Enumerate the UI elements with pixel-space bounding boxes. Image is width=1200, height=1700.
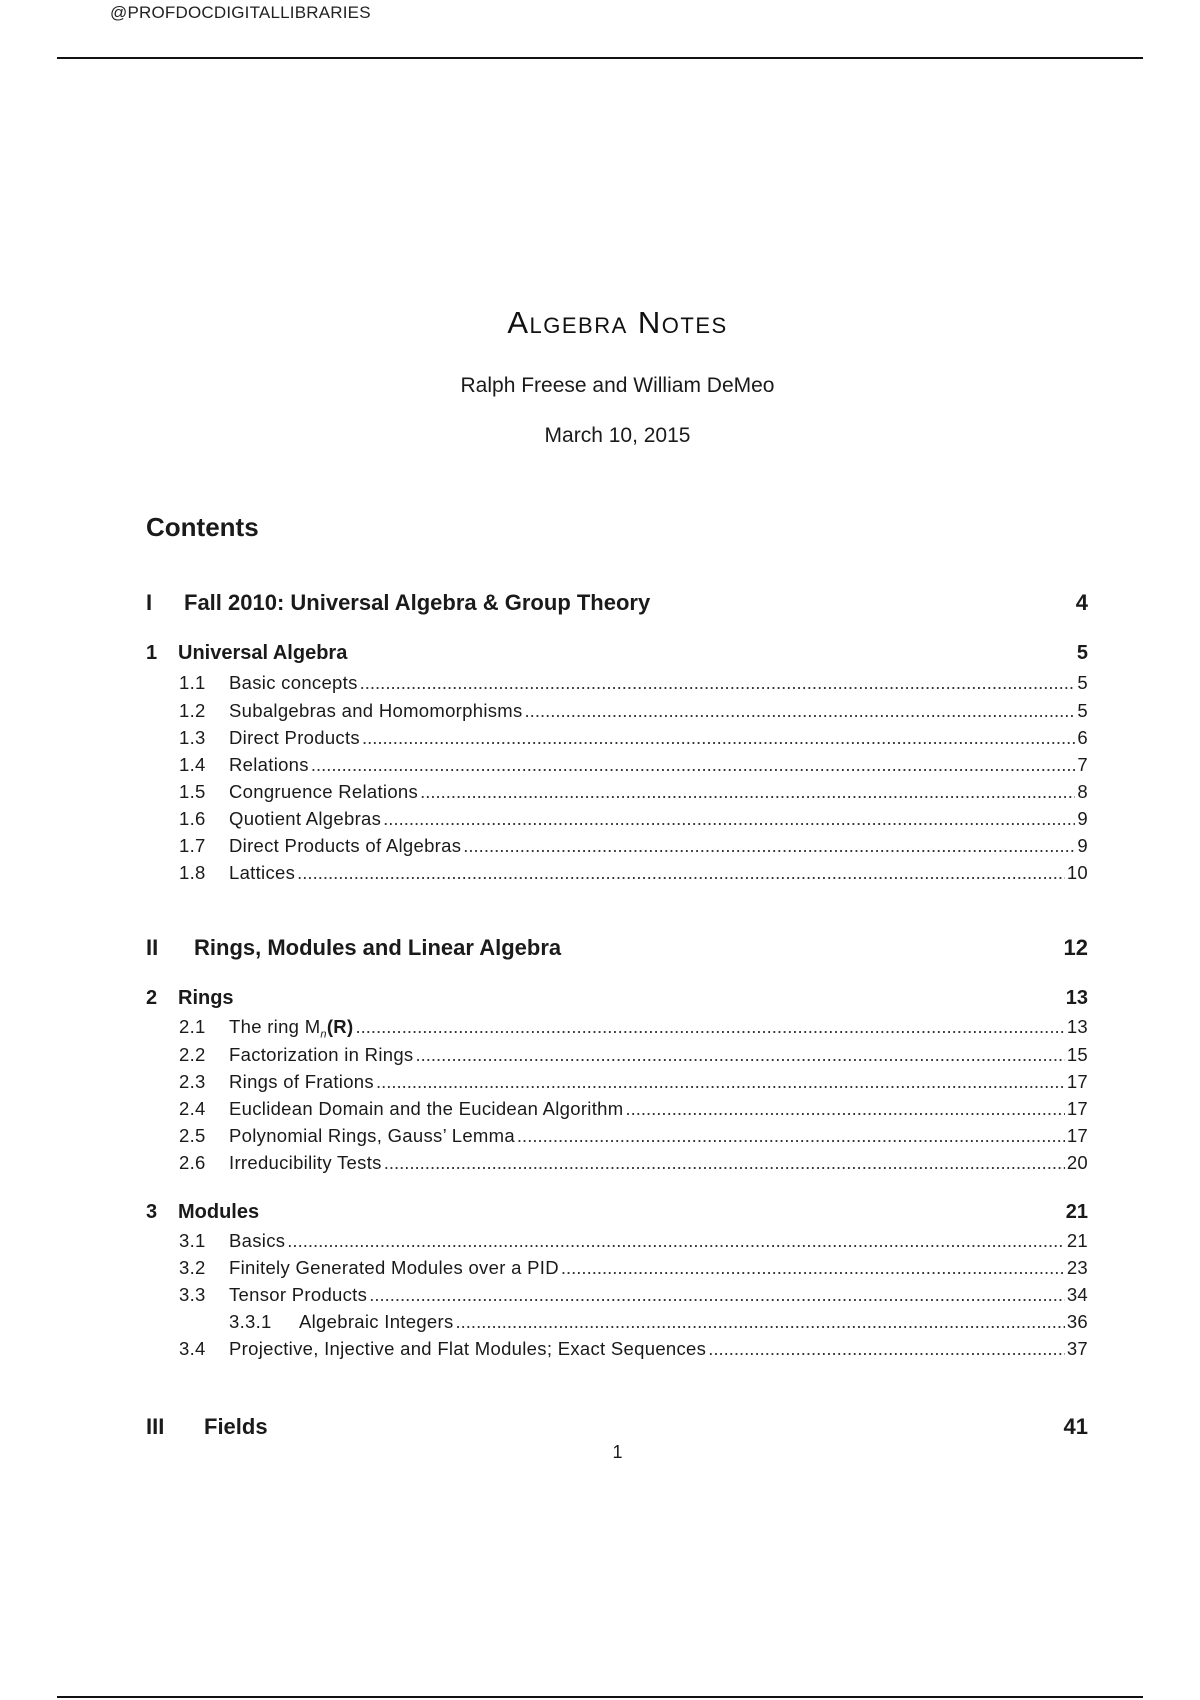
toc-section-number: 1.3 [179,727,206,748]
toc-subsection-title: Algebraic Integers [299,1311,454,1332]
toc-section-title: Congruence Relations [229,781,419,802]
toc-section-number: 2.6 [179,1152,206,1173]
toc-section-title: Euclidean Domain and the Eucidean Algorithm [229,1098,624,1119]
toc-part-3[interactable] [146,1414,1088,1440]
toc-section-number: 2.5 [179,1125,206,1146]
toc-section-title: Quotient Algebras [229,808,382,829]
document-title: Algebra Notes [507,305,728,340]
toc-page-number: 6 [1077,727,1088,748]
toc-section-number: 1.1 [179,672,206,693]
toc-section-title: Lattices [229,862,296,883]
toc-page-number: 23 [1066,1257,1088,1278]
toc-page-number: 41 [1063,1414,1088,1439]
toc-section-number: 3.2 [179,1257,206,1278]
toc-section[interactable] [146,727,1088,749]
toc-chapter-number: 3 [146,1201,158,1223]
toc-section-title: Irreducibility Tests [229,1152,382,1173]
page-number: 1 [612,1442,623,1462]
top-rule [57,57,1143,59]
toc-page-number: 4 [1075,590,1088,615]
toc-part-2[interactable] [146,935,1088,961]
toc-page-number: 9 [1077,835,1088,856]
toc-section[interactable] [146,781,1088,803]
toc-section[interactable] [146,1152,1088,1174]
toc-section[interactable] [146,1230,1088,1252]
toc-chapter-3[interactable] [146,1201,1088,1224]
toc-chapter-title: Universal Algebra [178,642,348,664]
toc-page-number: 17 [1066,1098,1088,1119]
toc-section[interactable] [146,700,1088,722]
toc-section-title: Projective, Injective and Flat Modules; Exact Sequences [229,1338,707,1359]
toc-section[interactable] [146,1098,1088,1120]
toc-page-number: 34 [1066,1284,1088,1305]
toc-chapter-title: Rings [178,987,234,1009]
toc-section-number: 1.8 [179,862,206,883]
toc-page-number: 12 [1063,935,1088,960]
toc-chapter-number: 2 [146,987,158,1009]
toc-part-title: Fall 2010: Universal Algebra & Group Theory [184,590,651,615]
toc-chapter-1[interactable] [146,642,1088,665]
toc-section[interactable] [146,1125,1088,1147]
contents-heading: Contents [146,512,259,542]
toc-section-number: 2.4 [179,1098,206,1119]
toc-section[interactable] [146,1284,1088,1306]
toc-part-number: III [146,1414,165,1439]
toc-section-title: Factorization in Rings [229,1044,414,1065]
toc-section-title: Tensor Products [229,1284,368,1305]
toc-section-number: 2.3 [179,1071,206,1092]
toc-page-number: 8 [1077,781,1088,802]
toc-page-number: 9 [1077,808,1088,829]
toc-page-number: 10 [1066,862,1088,883]
toc-section-number: 1.2 [179,700,206,721]
toc-page-number: 17 [1066,1071,1088,1092]
toc-part-number: II [146,935,159,960]
toc-section-title: The ring $M_n(R)$ [229,1016,354,1041]
toc-section-title: Relations [229,754,309,775]
toc-section-number: 3.3 [179,1284,206,1305]
toc-section-number: 1.4 [179,754,206,775]
toc-subsection-number: 3.3.1 [229,1311,272,1332]
toc-page-number: 36 [1066,1311,1088,1332]
header-label: @PROFDOCDIGITALLIBRARIES [110,3,371,22]
toc-part-number: I [146,590,153,615]
toc-page-number: 7 [1077,754,1088,775]
toc-page-number: 17 [1066,1125,1088,1146]
toc-page-number: 21 [1066,1230,1088,1251]
toc-chapter-number: 1 [146,642,158,664]
toc-section-number: 1.6 [179,808,206,829]
toc-page-number: 20 [1066,1152,1088,1173]
toc-subsection[interactable] [146,1311,1088,1333]
toc-section[interactable] [146,808,1088,830]
toc-chapter-title: Modules [178,1201,260,1223]
toc-section-title: Basic concepts [229,672,358,693]
toc-section[interactable] [146,672,1088,694]
toc-part-1[interactable] [146,590,1088,616]
toc-chapter-2[interactable] [146,987,1088,1010]
toc-section-title: Direct Products of Algebras [229,835,462,856]
toc-part-title: Rings, Modules and Linear Algebra [194,935,562,960]
toc-section-number: 2.2 [179,1044,206,1065]
toc-section[interactable] [146,1016,1088,1041]
toc-page-number: 5 [1077,700,1088,721]
toc-section[interactable] [146,1071,1088,1093]
document-date: March 10, 2015 [544,424,691,447]
toc-page-number: 13 [1066,1016,1088,1037]
toc-page-number: 15 [1066,1044,1088,1065]
toc-page-number: 5 [1076,642,1088,664]
toc-section-number: 1.5 [179,781,206,802]
toc-section-title: Finitely Generated Modules over a PID [229,1257,559,1278]
bottom-rule [57,1696,1143,1698]
toc-page-number: 13 [1065,987,1088,1009]
toc-section[interactable] [146,835,1088,857]
toc-section-number: 3.1 [179,1230,206,1251]
document-authors: Ralph Freese and William DeMeo [460,374,775,397]
toc-page-number: 5 [1077,672,1088,693]
toc-part-title: Fields [204,1414,268,1439]
toc-page-number: 37 [1066,1338,1088,1359]
toc-section-number: 1.7 [179,835,206,856]
toc-section-number: 3.4 [179,1338,206,1359]
toc-section[interactable] [146,1044,1088,1066]
toc-section[interactable] [146,754,1088,776]
toc-section-title: Rings of Frations [229,1071,374,1092]
toc-section-title: Direct Products [229,727,360,748]
toc-section-title: Basics [229,1230,286,1251]
toc-section-title: Subalgebras and Homomorphisms [229,700,523,721]
toc-section[interactable] [146,862,1088,884]
toc-section[interactable] [146,1338,1088,1360]
toc-section-number: 2.1 [179,1016,206,1037]
toc-section[interactable] [146,1257,1088,1279]
toc-page-number: 21 [1065,1201,1088,1223]
toc-section-title: Polynomial Rings, Gauss’ Lemma [229,1125,515,1146]
